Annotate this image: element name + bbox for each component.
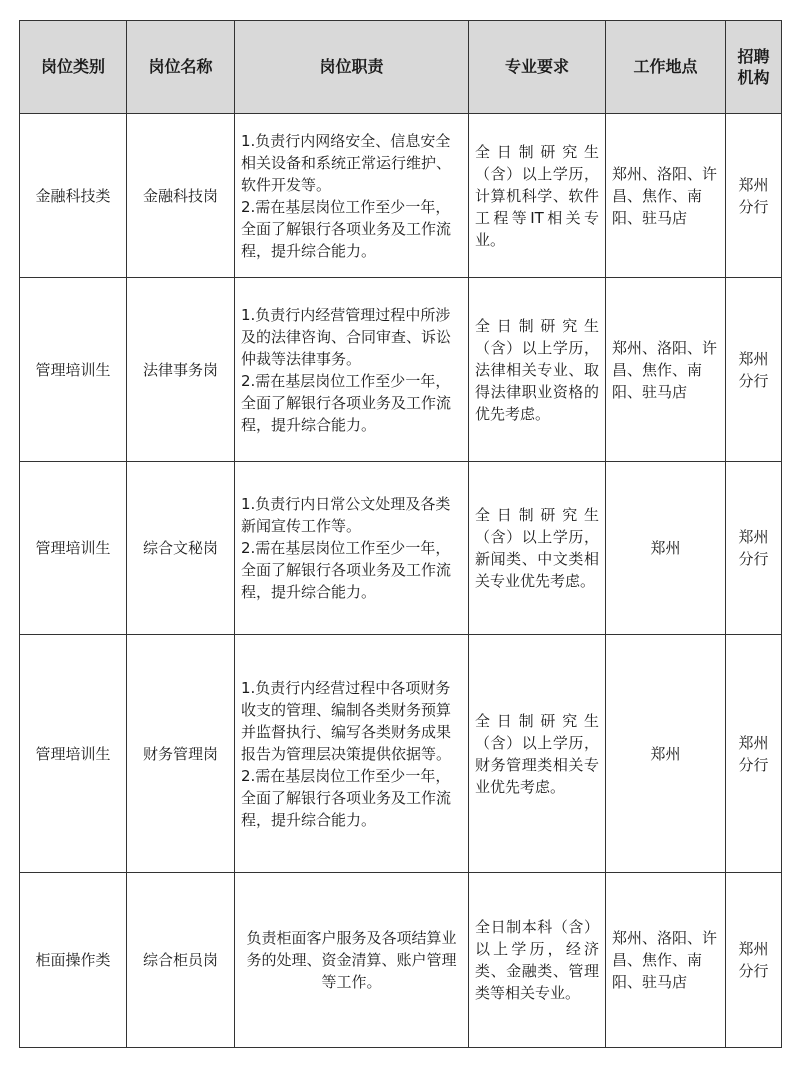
duty-line: 1.负责行内经营管理过程中所涉及的法律咨询、合同审查、诉讼仲裁等法律事务。 [241, 305, 452, 368]
cell-org: 郑州分行 [726, 873, 782, 1048]
cell-duties [235, 635, 469, 873]
cell-category: 金融科技类 [20, 114, 127, 278]
cell-category: 管理培训生 [20, 462, 127, 635]
cell-org: 郑州分行 [726, 114, 782, 278]
duty-line: 1.负责行内经营过程中各项财务收支的管理、编制各类财务预算并监督执行、编写各类财务成果报告为管理层决策提供依据等。 [241, 678, 452, 763]
recruitment-table [19, 20, 782, 1048]
cell-location: 郑州 [606, 635, 726, 873]
cell-category: 管理培训生 [20, 278, 127, 462]
duty-line: 1.负责行内网络安全、信息安全相关设备和系统正常运行维护、软件开发等。 [241, 131, 452, 194]
table-row [20, 114, 782, 278]
cell-location: 郑州、洛阳、许昌、焦作、南阳、驻马店 [606, 114, 726, 278]
duty-line: 2.需在基层岗位工作至少一年，全面了解银行各项业务及工作流程，提升综合能力。 [241, 766, 452, 829]
table-row [20, 873, 782, 1048]
cell-location: 郑州 [606, 462, 726, 635]
cell-duties [235, 873, 469, 1048]
duty-line: 负责柜面客户服务及各项结算业务的处理、资金清算、账户管理等工作。 [246, 929, 457, 991]
cell-category: 柜面操作类 [20, 873, 127, 1048]
cell-org: 郑州分行 [726, 635, 782, 873]
duty-line: 2.需在基层岗位工作至少一年，全面了解银行各项业务及工作流程，提升综合能力。 [241, 371, 452, 434]
cell-location: 郑州、洛阳、许昌、焦作、南阳、驻马店 [606, 278, 726, 462]
cell-requirements: 全日制研究生（含）以上学历，法律相关专业、取得法律职业资格的优先考虑。 [469, 278, 606, 462]
cell-name: 金融科技岗 [127, 114, 235, 278]
cell-location: 郑州、洛阳、许昌、焦作、南阳、驻马店 [606, 873, 726, 1048]
header-row [20, 21, 782, 114]
header-category: 岗位类别 [20, 21, 127, 114]
cell-duties [235, 114, 469, 278]
cell-name: 法律事务岗 [127, 278, 235, 462]
cell-name: 财务管理岗 [127, 635, 235, 873]
cell-requirements: 全日制本科（含）以上学历，经济类、金融类、管理类等相关专业。 [469, 873, 606, 1048]
header-name: 岗位名称 [127, 21, 235, 114]
header-duties: 岗位职责 [235, 21, 469, 114]
cell-requirements: 全日制研究生（含）以上学历，财务管理类相关专业优先考虑。 [469, 635, 606, 873]
cell-requirements: 全日制研究生（含）以上学历，新闻类、中文类相关专业优先考虑。 [469, 462, 606, 635]
cell-name: 综合柜员岗 [127, 873, 235, 1048]
table-row [20, 462, 782, 635]
table-row [20, 635, 782, 873]
cell-duties [235, 462, 469, 635]
header-org: 招聘机构 [726, 21, 782, 114]
duty-line: 2.需在基层岗位工作至少一年，全面了解银行各项业务及工作流程，提升综合能力。 [241, 539, 452, 601]
cell-requirements: 全日制研究生（含）以上学历，计算机科学、软件工程等IT相关专业。 [469, 114, 606, 278]
cell-org: 郑州分行 [726, 278, 782, 462]
table-row [20, 278, 782, 462]
cell-name: 综合文秘岗 [127, 462, 235, 635]
header-requirements: 专业要求 [469, 21, 606, 114]
cell-org: 郑州分行 [726, 462, 782, 635]
duty-line: 2.需在基层岗位工作至少一年，全面了解银行各项业务及工作流程，提升综合能力。 [241, 197, 452, 260]
cell-category: 管理培训生 [20, 635, 127, 873]
duty-line: 1.负责行内日常公文处理及各类新闻宣传工作等。 [241, 495, 451, 535]
cell-duties [235, 278, 469, 462]
header-location: 工作地点 [606, 21, 726, 114]
